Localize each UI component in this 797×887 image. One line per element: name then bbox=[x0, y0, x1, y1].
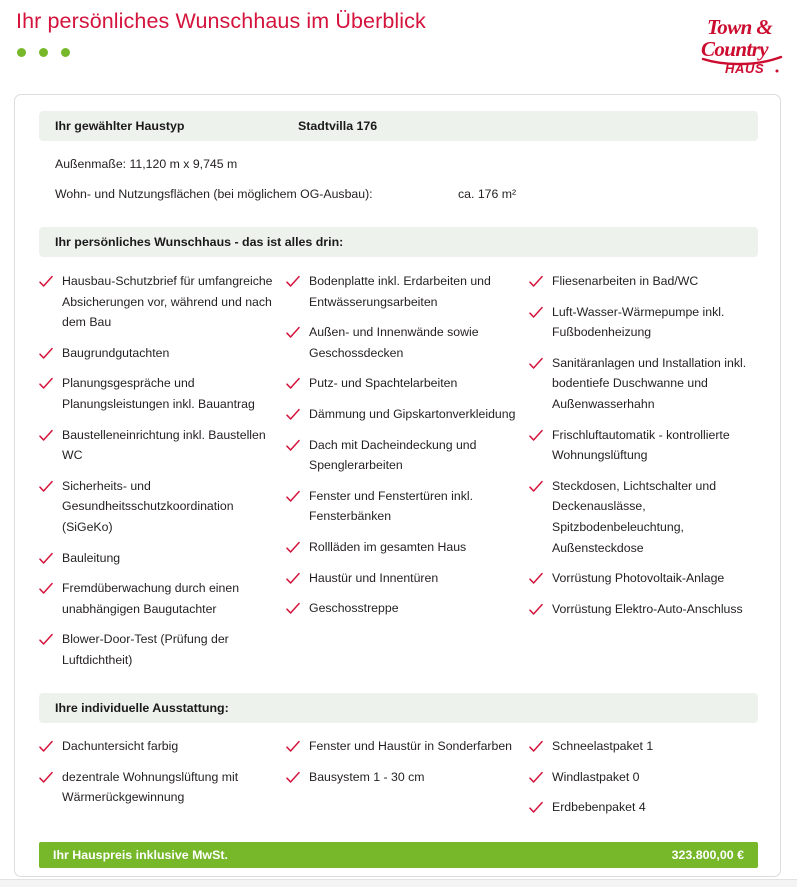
decorative-dot-row bbox=[17, 48, 70, 57]
summary-card bbox=[14, 94, 781, 877]
feature-list-item-label: Baustelleneinrichtung inkl. Baustellen WC bbox=[62, 427, 266, 463]
check-icon bbox=[286, 768, 304, 788]
feature-list-item-label: Dämmung und Gipskartonverkleidung bbox=[309, 406, 516, 421]
page-title: Ihr persönliches Wunschhaus im Überblick bbox=[16, 9, 426, 33]
svg-text:Town &: Town & bbox=[707, 15, 773, 39]
price-bar bbox=[39, 842, 758, 868]
check-icon bbox=[529, 303, 547, 323]
feature-list-item bbox=[39, 271, 278, 333]
living-area-value: ca. 176 m² bbox=[458, 187, 517, 201]
living-area-label: Wohn- und Nutzungsflächen (bei möglichem OG-Ausbau): bbox=[55, 187, 373, 201]
feature-list-item bbox=[286, 271, 521, 312]
feature-list-item bbox=[39, 736, 278, 757]
feature-list-item bbox=[286, 435, 521, 476]
exterior-dimensions: Außenmaße: 11,120 m x 9,745 m bbox=[55, 157, 238, 171]
feature-list-item-label: Fliesenarbeiten in Bad/WC bbox=[552, 274, 699, 288]
check-icon bbox=[286, 374, 304, 394]
house-type-label: Ihr gewählter Haustyp bbox=[55, 119, 185, 133]
feature-list-item-label: Putz- und Spachtelarbeiten bbox=[309, 376, 458, 391]
feature-list-item-label: Fremdüberwachung durch einen unabhängigen Baugutachter bbox=[62, 581, 240, 616]
feature-list-item bbox=[286, 373, 521, 394]
feature-list-item-label: Sicherheits- und Gesundheitsschutzkoordination (SiGeKo) bbox=[62, 478, 234, 534]
check-icon bbox=[39, 630, 57, 650]
feature-list-item bbox=[39, 578, 278, 619]
feature-list-item-label: Baugrundgutachten bbox=[62, 345, 170, 360]
check-icon bbox=[529, 354, 547, 374]
feature-list-item bbox=[286, 598, 521, 619]
feature-list-item-label: Blower-Door-Test (Prüfung der Luftdichtheit) bbox=[62, 632, 229, 667]
feature-list-item bbox=[39, 425, 278, 466]
check-icon bbox=[39, 344, 57, 364]
check-icon bbox=[529, 600, 547, 620]
check-icon bbox=[39, 737, 57, 757]
feature-list-item bbox=[286, 568, 521, 589]
feature-list-item-label: Haustür und Innentüren bbox=[309, 570, 439, 585]
feature-list-item-label: Bauleitung bbox=[62, 550, 121, 565]
check-icon bbox=[529, 569, 547, 589]
price-value: 323.800,00 € bbox=[671, 848, 744, 862]
features-columns bbox=[39, 271, 774, 681]
feature-list-item bbox=[286, 736, 521, 757]
feature-list-item bbox=[529, 353, 766, 415]
individual-section-heading: Ihre individuelle Ausstattung: bbox=[55, 701, 229, 715]
feature-list-item bbox=[39, 629, 278, 670]
price-label: Ihr Hauspreis inklusive MwSt. bbox=[53, 848, 228, 862]
feature-list-item bbox=[286, 486, 521, 527]
check-icon bbox=[286, 323, 304, 343]
feature-list-item-label: dezentrale Wohnungslüftung mit Wärmerückgewinnung bbox=[62, 769, 239, 805]
feature-list-item-label: Erdbebenpaket 4 bbox=[552, 800, 646, 815]
feature-list-item-label: Dachuntersicht farbig bbox=[62, 739, 179, 753]
individual-section-band bbox=[39, 693, 758, 723]
feature-list-item-label: Luft-Wasser-Wärmepumpe inkl. Fußbodenheizung bbox=[552, 304, 725, 340]
check-icon bbox=[39, 579, 57, 599]
feature-list-item bbox=[286, 322, 521, 363]
check-icon bbox=[529, 737, 547, 757]
check-icon bbox=[39, 549, 57, 569]
individual-column-3 bbox=[529, 736, 774, 828]
individual-columns bbox=[39, 736, 774, 828]
feature-list-item bbox=[286, 404, 521, 425]
check-icon bbox=[39, 426, 57, 446]
check-icon bbox=[286, 272, 304, 292]
individual-column-2 bbox=[286, 736, 529, 828]
feature-list-item bbox=[529, 568, 766, 589]
svg-text:Country: Country bbox=[701, 37, 768, 61]
check-icon bbox=[529, 426, 547, 446]
check-icon bbox=[529, 272, 547, 292]
feature-list-item-label: Schneelastpaket 1 bbox=[552, 739, 654, 753]
feature-list-item bbox=[39, 767, 278, 808]
feature-list-item bbox=[529, 302, 766, 343]
individual-column-1 bbox=[39, 736, 286, 828]
check-icon bbox=[529, 798, 547, 818]
features-section-band bbox=[39, 227, 758, 257]
check-icon bbox=[286, 405, 304, 425]
check-icon bbox=[39, 768, 57, 788]
feature-list-item-label: Windlastpaket 0 bbox=[552, 769, 640, 784]
feature-list-item bbox=[39, 476, 278, 538]
house-type-value: Stadtvilla 176 bbox=[298, 119, 378, 133]
feature-list-item bbox=[529, 736, 766, 757]
feature-list-item bbox=[39, 548, 278, 569]
feature-list-item bbox=[286, 767, 521, 788]
feature-list-item bbox=[529, 476, 766, 558]
check-icon bbox=[529, 768, 547, 788]
check-icon bbox=[529, 477, 547, 497]
feature-list-item bbox=[529, 599, 766, 620]
feature-list-item-label: Geschosstreppe bbox=[309, 601, 399, 616]
check-icon bbox=[39, 272, 57, 292]
feature-list-item-label: Rollläden im gesamten Haus bbox=[309, 539, 467, 554]
check-icon bbox=[286, 599, 304, 619]
feature-list-item-label: Außen- und Innenwände sowie Geschossdecken bbox=[309, 325, 479, 360]
feature-list-item bbox=[39, 343, 278, 364]
feature-list-item-label: Hausbau-Schutzbrief für umfangreiche Absicherungen vor, während und nach dem Bau bbox=[62, 274, 273, 330]
features-column-1 bbox=[39, 271, 286, 681]
features-section-heading: Ihr persönliches Wunschhaus - das ist alles drin: bbox=[55, 235, 344, 249]
check-icon bbox=[286, 569, 304, 589]
feature-list-item bbox=[286, 537, 521, 558]
green-dot-icon bbox=[61, 48, 70, 57]
feature-list-item-label: Sanitäranlagen und Installation inkl. bodentiefe Duschwanne und Außenwasserhahn bbox=[552, 355, 747, 411]
features-column-3 bbox=[529, 271, 774, 681]
feature-list-item-label: Fenster und Fenstertüren inkl. Fensterbänken bbox=[309, 488, 474, 524]
check-icon bbox=[39, 374, 57, 394]
feature-list-item-label: Vorrüstung Photovoltaik-Anlage bbox=[552, 571, 725, 586]
feature-list-item bbox=[39, 373, 278, 414]
check-icon bbox=[286, 737, 304, 757]
check-icon bbox=[286, 487, 304, 507]
feature-list-item-label: Planungsgespräche und Planungsleistungen inkl. Bauantrag bbox=[62, 376, 255, 411]
feature-list-item-label: Dach mit Dacheindeckung und Spenglerarbeiten bbox=[309, 437, 477, 473]
svg-text:HAUS: HAUS bbox=[725, 61, 765, 76]
feature-list-item-label: Vorrüstung Elektro-Auto-Anschluss bbox=[552, 601, 743, 616]
town-and-country-logo bbox=[697, 8, 789, 80]
house-type-band bbox=[39, 111, 758, 141]
green-dot-icon bbox=[17, 48, 26, 57]
check-icon bbox=[286, 436, 304, 456]
footer-strip bbox=[0, 879, 797, 887]
features-column-2 bbox=[286, 271, 529, 681]
green-dot-icon bbox=[39, 48, 48, 57]
feature-list-item bbox=[529, 797, 766, 818]
feature-list-item-label: Steckdosen, Lichtschalter und Deckenauslässe, Spitzbodenbeleuchtung, Außensteckdose bbox=[552, 478, 717, 555]
feature-list-item bbox=[529, 425, 766, 466]
feature-list-item-label: Bausystem 1 - 30 cm bbox=[309, 769, 425, 784]
feature-list-item-label: Fenster und Haustür in Sonderfarben bbox=[309, 739, 513, 753]
feature-list-item-label: Frischluftautomatik - kontrollierte Wohnungslüftung bbox=[552, 427, 730, 463]
feature-list-item-label: Bodenplatte inkl. Erdarbeiten und Entwässerungsarbeiten bbox=[309, 274, 491, 309]
feature-list-item bbox=[529, 767, 766, 788]
check-icon bbox=[286, 538, 304, 558]
page-header bbox=[0, 0, 797, 92]
check-icon bbox=[39, 477, 57, 497]
feature-list-item bbox=[529, 271, 766, 292]
